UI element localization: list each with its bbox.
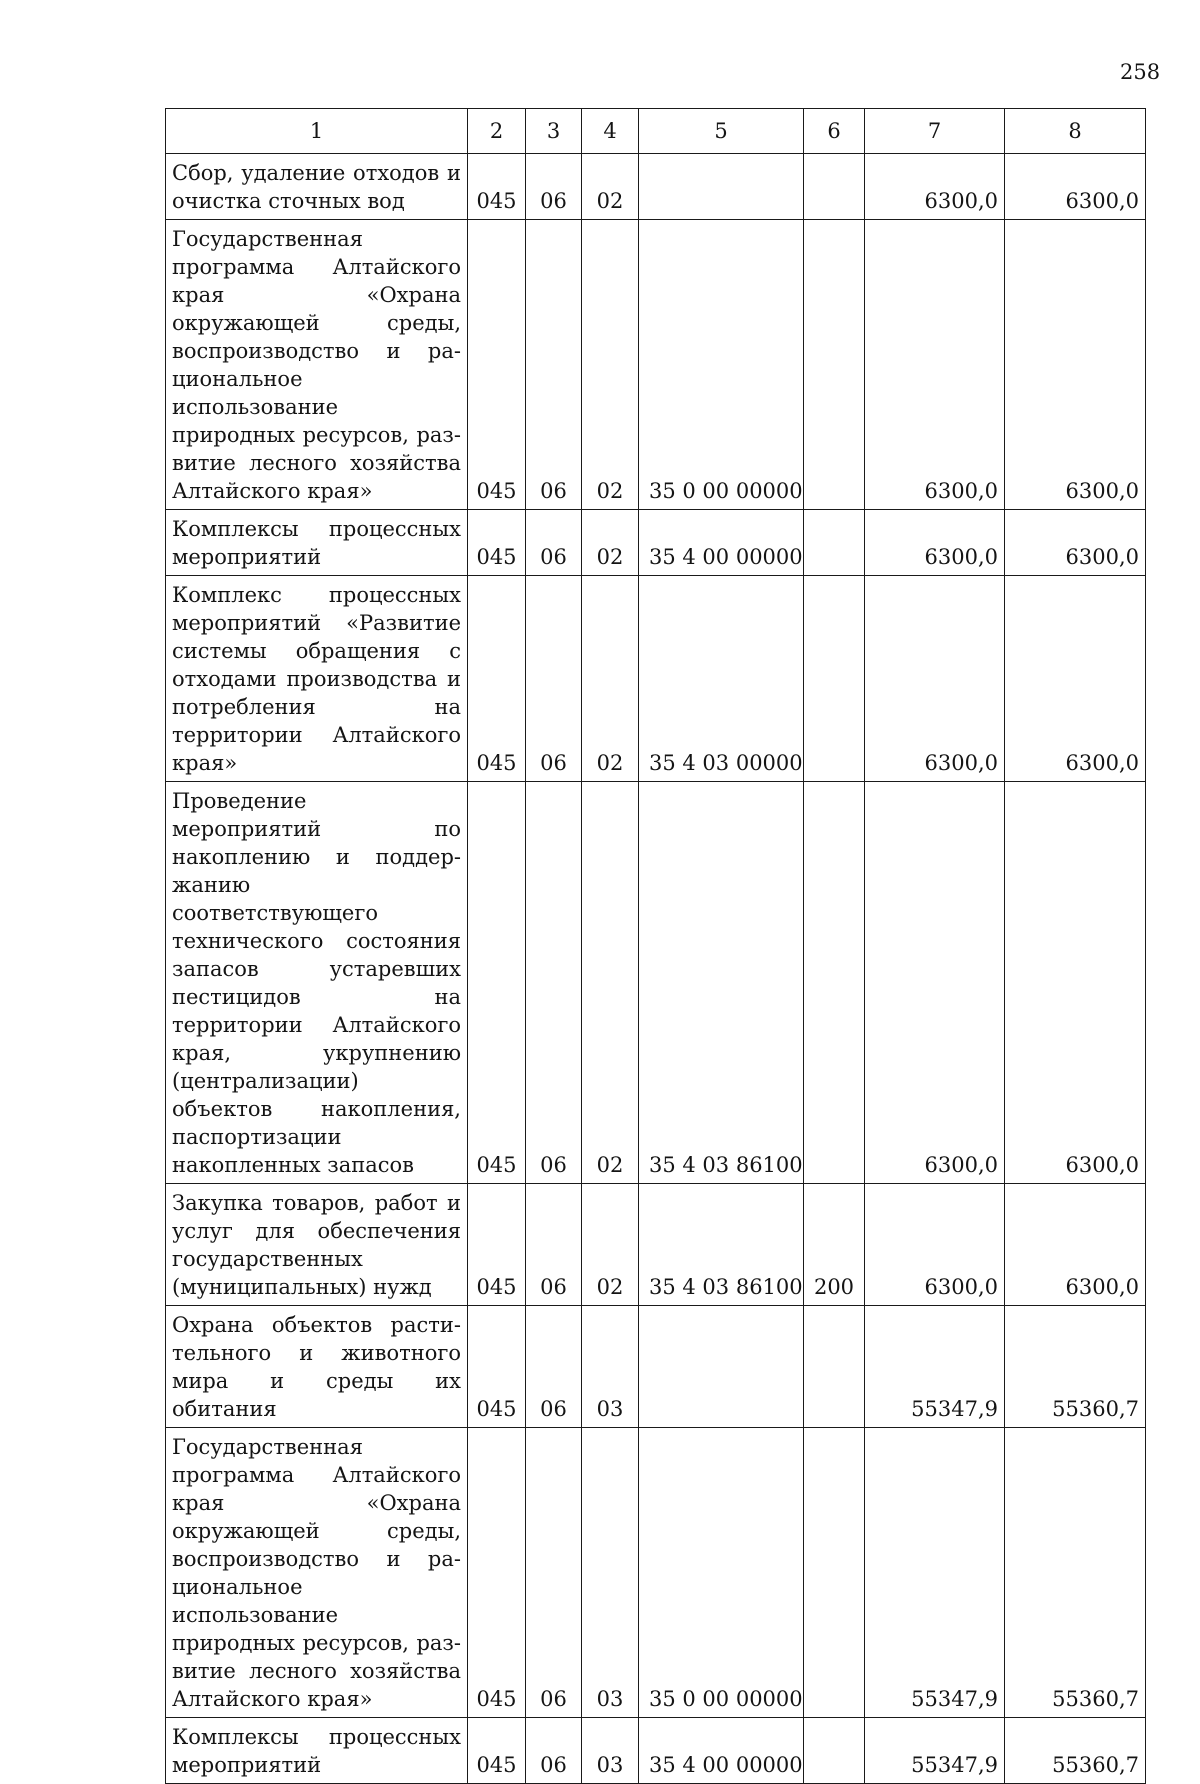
row-amount-col8: 6300,0 [1005, 576, 1146, 782]
row-subsection: 03 [582, 1718, 639, 1784]
row-section: 06 [526, 154, 582, 220]
row-name: Комплексы процессных мероприятий [166, 1718, 468, 1784]
row-amount-col7: 55347,9 [865, 1306, 1005, 1428]
row-target-article: 35 0 00 00000 [639, 1428, 804, 1718]
row-section: 06 [526, 1306, 582, 1428]
row-expense-type: 200 [804, 1184, 865, 1306]
row-expense-type [804, 1428, 865, 1718]
header-col-5: 5 [639, 109, 804, 154]
row-expense-type [804, 510, 865, 576]
row-expense-type [804, 1718, 865, 1784]
row-ministry-code: 045 [468, 1428, 526, 1718]
table-row [166, 1718, 1146, 1784]
row-name: Комплекс процессных мероприятий «Развитие системы обращения с отходами производства и потребления на территории Алтайского края» [166, 576, 468, 782]
row-ministry-code: 045 [468, 1184, 526, 1306]
row-name: Комплексы процессных мероприятий [166, 510, 468, 576]
table-row [166, 1184, 1146, 1306]
row-ministry-code: 045 [468, 1306, 526, 1428]
page-number: 258 [1120, 60, 1161, 84]
table-row [166, 154, 1146, 220]
row-amount-col8: 55360,7 [1005, 1428, 1146, 1718]
row-subsection: 02 [582, 1184, 639, 1306]
header-col-1: 1 [166, 109, 468, 154]
row-subsection: 03 [582, 1306, 639, 1428]
row-amount-col7: 6300,0 [865, 1184, 1005, 1306]
header-col-2: 2 [468, 109, 526, 154]
table-row [166, 782, 1146, 1184]
row-expense-type [804, 154, 865, 220]
row-name: Государственная программа Алтайского края «Охрана окружающей среды, воспроизводство и рациональное использование природных ресурсов, развитие лесного хозяйства Алтайского края» [166, 220, 468, 510]
row-target-article: 35 4 03 86100 [639, 1184, 804, 1306]
row-ministry-code: 045 [468, 510, 526, 576]
table-row [166, 576, 1146, 782]
row-amount-col7: 55347,9 [865, 1718, 1005, 1784]
row-amount-col8: 6300,0 [1005, 154, 1146, 220]
table-row [166, 510, 1146, 576]
table-row [166, 1428, 1146, 1718]
row-expense-type [804, 782, 865, 1184]
row-ministry-code: 045 [468, 154, 526, 220]
row-ministry-code: 045 [468, 1718, 526, 1784]
header-col-3: 3 [526, 109, 582, 154]
row-section: 06 [526, 782, 582, 1184]
header-row [166, 109, 1146, 154]
row-section: 06 [526, 1184, 582, 1306]
row-section: 06 [526, 576, 582, 782]
row-amount-col7: 6300,0 [865, 782, 1005, 1184]
row-name: Охрана объектов растительного и животного мира и среды их обитания [166, 1306, 468, 1428]
row-amount-col7: 6300,0 [865, 154, 1005, 220]
row-amount-col8: 55360,7 [1005, 1306, 1146, 1428]
header-col-4: 4 [582, 109, 639, 154]
row-amount-col7: 6300,0 [865, 576, 1005, 782]
row-amount-col8: 55360,7 [1005, 1718, 1146, 1784]
row-amount-col8: 6300,0 [1005, 782, 1146, 1184]
row-subsection: 02 [582, 782, 639, 1184]
row-amount-col8: 6300,0 [1005, 1184, 1146, 1306]
row-target-article: 35 0 00 00000 [639, 220, 804, 510]
row-target-article [639, 1306, 804, 1428]
table-row [166, 1306, 1146, 1428]
row-target-article: 35 4 03 86100 [639, 782, 804, 1184]
row-ministry-code: 045 [468, 782, 526, 1184]
row-target-article: 35 4 03 00000 [639, 576, 804, 782]
row-target-article [639, 154, 804, 220]
row-name: Государственная программа Алтайского края «Охрана окружающей среды, воспроизводство и рациональное использование природных ресурсов, развитие лесного хозяйства Алтайского края» [166, 1428, 468, 1718]
header-col-8: 8 [1005, 109, 1146, 154]
row-name: Сбор, удаление отходов и очистка сточных вод [166, 154, 468, 220]
budget-table [165, 108, 1146, 1784]
row-target-article: 35 4 00 00000 [639, 1718, 804, 1784]
row-name: Закупка товаров, работ и услуг для обеспечения государственных (муниципальных) нужд [166, 1184, 468, 1306]
row-expense-type [804, 576, 865, 782]
row-amount-col7: 6300,0 [865, 220, 1005, 510]
row-subsection: 02 [582, 510, 639, 576]
row-section: 06 [526, 1718, 582, 1784]
row-subsection: 03 [582, 1428, 639, 1718]
row-amount-col7: 6300,0 [865, 510, 1005, 576]
row-subsection: 02 [582, 154, 639, 220]
row-amount-col7: 55347,9 [865, 1428, 1005, 1718]
row-ministry-code: 045 [468, 576, 526, 782]
row-subsection: 02 [582, 576, 639, 782]
header-col-6: 6 [804, 109, 865, 154]
row-section: 06 [526, 1428, 582, 1718]
row-section: 06 [526, 220, 582, 510]
row-ministry-code: 045 [468, 220, 526, 510]
row-target-article: 35 4 00 00000 [639, 510, 804, 576]
row-expense-type [804, 220, 865, 510]
header-col-7: 7 [865, 109, 1005, 154]
table-row [166, 220, 1146, 510]
row-section: 06 [526, 510, 582, 576]
row-amount-col8: 6300,0 [1005, 510, 1146, 576]
row-subsection: 02 [582, 220, 639, 510]
row-expense-type [804, 1306, 865, 1428]
row-amount-col8: 6300,0 [1005, 220, 1146, 510]
row-name: Проведение мероприятий по накоплению и поддержанию соответствующего технического состояния запасов устаревших пестицидов на территории Алтайского края, укрупнению (централизации) объектов накопления, паспортизации накопленных запасов [166, 782, 468, 1184]
